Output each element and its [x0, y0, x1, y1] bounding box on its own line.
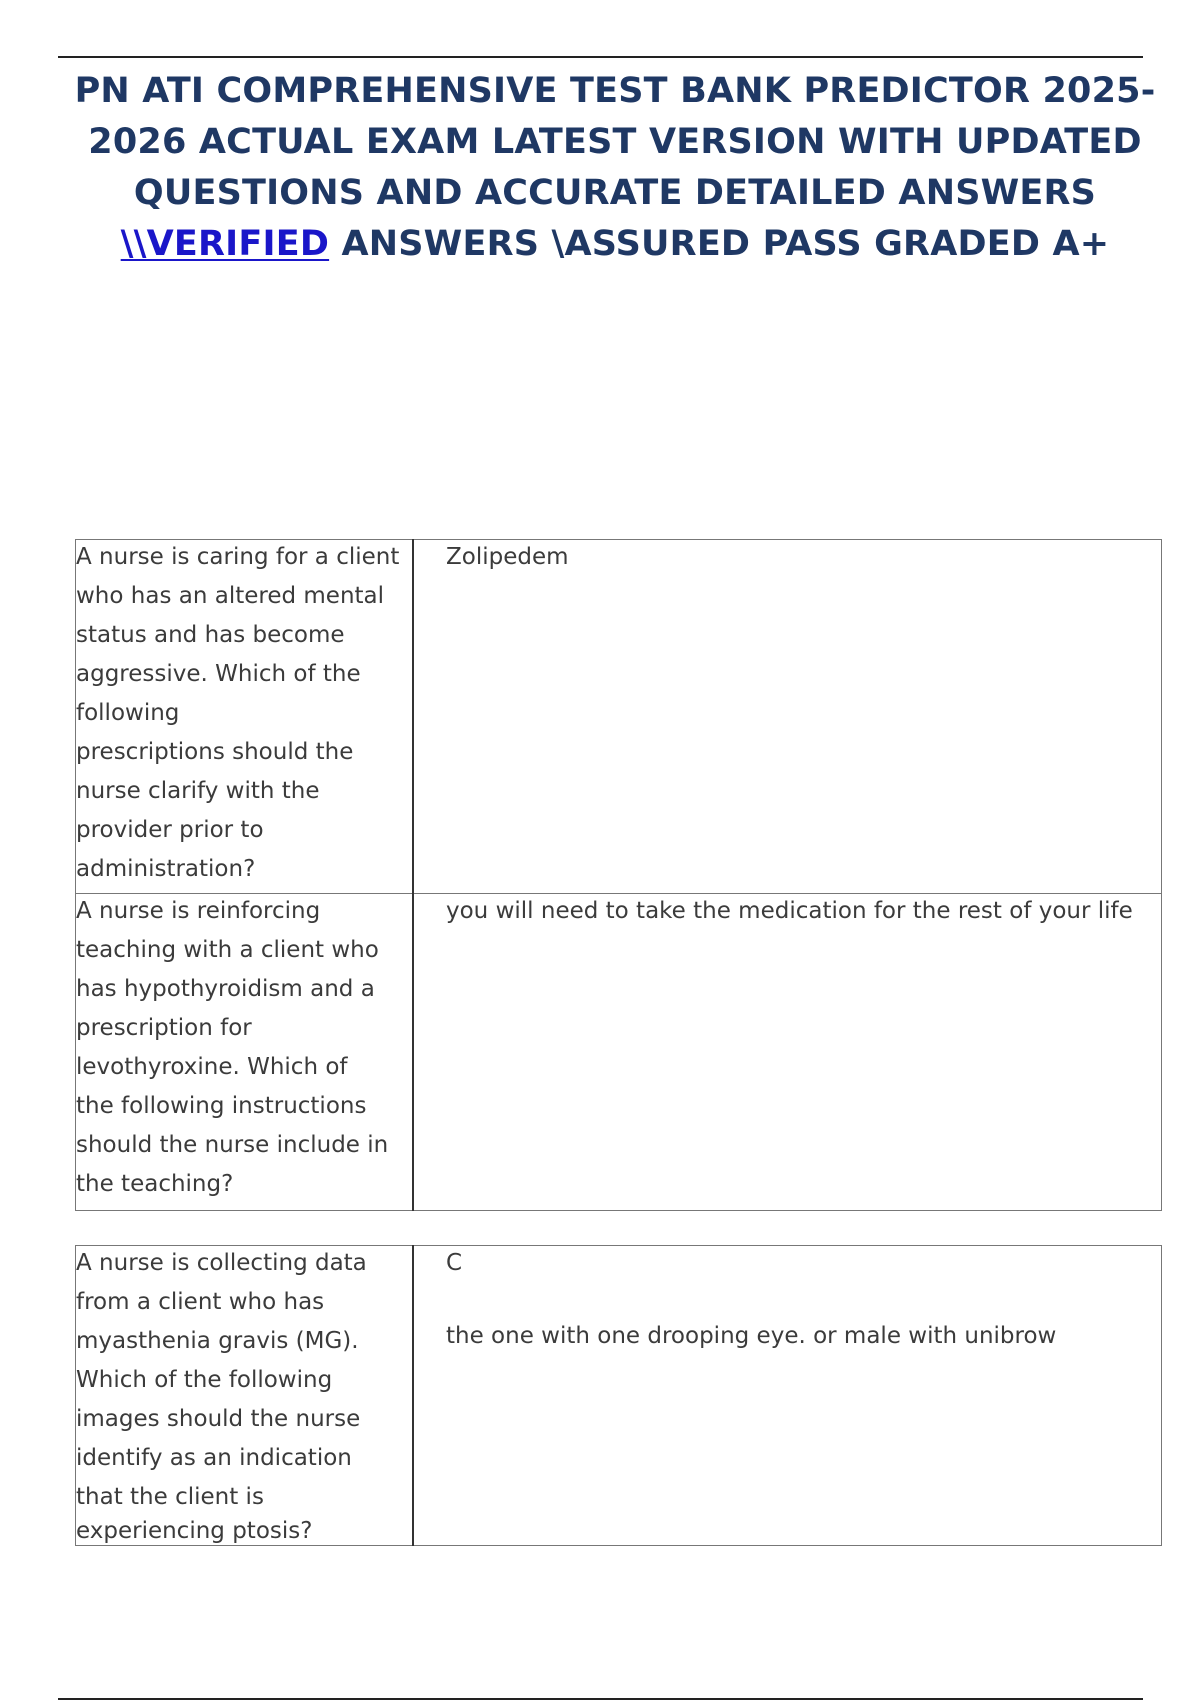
question-line: prescriptions should the	[76, 739, 354, 765]
title-line-3: QUESTIONS AND ACCURATE DETAILED ANSWERS	[133, 173, 1097, 213]
question-line: nurse clarify with the	[76, 778, 320, 804]
question-line: from a client who has	[76, 1289, 325, 1315]
question-line: the teaching?	[76, 1171, 234, 1197]
question-line: A nurse is reinforcing	[76, 898, 321, 924]
top-rule	[58, 56, 1143, 58]
question-line: administration?	[76, 856, 256, 882]
verified-link[interactable]: \\VERIFIED	[120, 224, 330, 264]
question-line: A nurse is caring for a client	[76, 544, 400, 570]
qa-table-1	[75, 539, 1162, 1211]
question-line: myasthenia gravis (MG).	[76, 1328, 359, 1354]
question-line: the following instructions	[76, 1093, 367, 1119]
title-line-2: 2026 ACTUAL EXAM LATEST VERSION WITH UPDATED	[88, 122, 1142, 162]
question-line: teaching with a client who	[76, 937, 379, 963]
question-line: levothyroxine. Which of	[76, 1054, 348, 1080]
document-title	[40, 66, 1190, 270]
question-line: identify as an indication	[76, 1445, 352, 1471]
qa-table-2	[75, 1245, 1162, 1546]
question-line: provider prior to	[76, 817, 264, 843]
question-cell	[76, 894, 414, 1211]
question-line: that the client is	[76, 1484, 264, 1510]
question-line: experiencing ptosis?	[76, 1518, 313, 1544]
question-cell	[76, 540, 414, 894]
answer-cell	[413, 1246, 1162, 1546]
answer-line: you will need to take the medication for the rest of your life	[446, 898, 1133, 924]
answer-cell	[413, 540, 1162, 894]
question-line: A nurse is collecting data	[76, 1250, 367, 1276]
question-line: who has an altered mental	[76, 583, 385, 609]
table-row	[76, 894, 1162, 1211]
question-line: images should the nurse	[76, 1406, 361, 1432]
question-line: prescription for	[76, 1015, 252, 1041]
title-line-4-rest: ANSWERS \ASSURED PASS GRADED A+	[329, 224, 1110, 264]
title-line-4	[40, 219, 1190, 270]
question-line: should the nurse include in	[76, 1132, 389, 1158]
answer-line: C	[446, 1250, 463, 1276]
table-row	[76, 540, 1162, 894]
question-line: Which of the following	[76, 1367, 333, 1393]
question-line: aggressive. Which of the	[76, 661, 361, 687]
table-row	[76, 1246, 1162, 1546]
answer-spacer	[446, 1283, 1161, 1317]
question-line: has hypothyroidism and a	[76, 976, 375, 1002]
question-cell	[76, 1246, 414, 1546]
answer-line: the one with one drooping eye. or male with unibrow	[446, 1323, 1057, 1349]
answer-cell	[413, 894, 1162, 1211]
question-line: status and has become	[76, 622, 345, 648]
answer-line: Zolipedem	[446, 544, 569, 570]
title-line-1: PN ATI COMPREHENSIVE TEST BANK PREDICTOR 2025-	[74, 71, 1156, 111]
question-line: following	[76, 700, 180, 726]
